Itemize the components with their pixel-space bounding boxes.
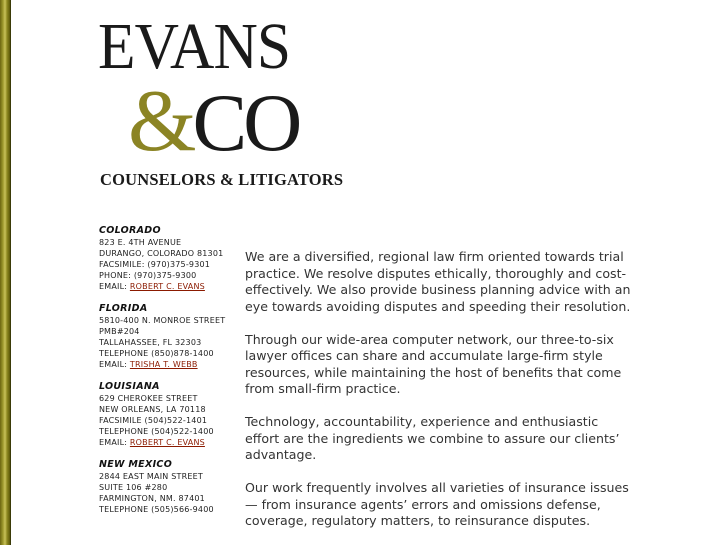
- office-list: [99, 225, 239, 526]
- firm-logo: [98, 8, 370, 192]
- insurance-paragraph: Our work frequently involves all varieties of insurance issues — from insurance agents’ errors and omissions defense, coverage, regulatory matters, to reinsurance disputes.: [245, 480, 629, 528]
- email-link-robert-evans[interactable]: ROBERT C. EVANS: [129, 282, 205, 291]
- office-email: [99, 359, 239, 370]
- office-louisiana: [99, 381, 239, 448]
- office-state: FLORIDA: [99, 303, 148, 314]
- office-phone: TELEPHONE (504)522-1400: [99, 427, 214, 436]
- email-label: EMAIL:: [99, 360, 130, 369]
- office-state: NEW MEXICO: [99, 459, 173, 470]
- office-state: COLORADO: [99, 225, 161, 236]
- main-content: [245, 249, 635, 546]
- email-link-trisha-webb[interactable]: TRISHA T. WEBB: [129, 360, 198, 369]
- office-address-line: PMB#204: [99, 327, 140, 336]
- email-link-robert-evans[interactable]: ROBERT C. EVANS: [129, 438, 205, 447]
- technology-paragraph: Technology, accountability, experience and enthusiastic effort are the ingredients we combine to assure our clients’ advantage.: [245, 414, 620, 462]
- intro-paragraph: We are a diversified, regional law firm oriented towards trial practice. We resolve disputes ethically, thoroughly and cost-effectively. We also provide business planning advice with an eye towards avoiding disputes and speeding their resolution.: [245, 249, 631, 314]
- logo-tagline: COUNSELORS & LITIGATORS: [100, 170, 344, 189]
- logo-name: EVANS: [98, 10, 291, 83]
- logo-co: CO: [192, 77, 299, 168]
- office-email: [99, 437, 239, 448]
- office-florida: [99, 303, 239, 370]
- network-paragraph: Through our wide-area computer network, our three-to-six lawyer offices can share and accumulate large-firm style resources, while maintaining the host of benefits that come from small-firm practice.: [245, 331, 622, 396]
- email-label: EMAIL:: [99, 282, 130, 291]
- office-phone: TELEPHONE (505)566-9400: [99, 505, 214, 514]
- office-address-line: SUITE 106 #280: [99, 483, 168, 492]
- office-email: [99, 281, 239, 292]
- office-address-line: DURANGO, COLORADO 81301: [99, 249, 224, 258]
- office-address-line: 5810-400 N. MONROE STREET: [99, 316, 226, 325]
- office-fax: FACSIMILE: (970)375-9301: [99, 260, 211, 269]
- left-decorative-bar: [0, 0, 10, 545]
- office-state: LOUISIANA: [99, 381, 160, 392]
- logo-ampersand-co: [128, 73, 299, 170]
- office-phone: TELEPHONE (850)878-1400: [99, 349, 214, 358]
- logo-ampersand: &: [128, 73, 193, 170]
- office-new-mexico: [99, 459, 239, 515]
- office-address-line: 629 CHEROKEE STREET: [99, 394, 198, 403]
- office-address-line: FARMINGTON, NM. 87401: [99, 494, 205, 503]
- office-colorado: [99, 225, 239, 292]
- office-address-line: 2844 EAST MAIN STREET: [99, 472, 203, 481]
- office-fax: FACSIMILE (504)522-1401: [99, 416, 208, 425]
- office-address-line: TALLAHASSEE, FL 32303: [99, 338, 202, 347]
- office-address-line: NEW ORLEANS, LA 70118: [99, 405, 206, 414]
- office-address-line: 823 E. 4TH AVENUE: [99, 238, 182, 247]
- office-phone: PHONE: (970)375-9300: [99, 271, 197, 280]
- email-label: EMAIL:: [99, 438, 130, 447]
